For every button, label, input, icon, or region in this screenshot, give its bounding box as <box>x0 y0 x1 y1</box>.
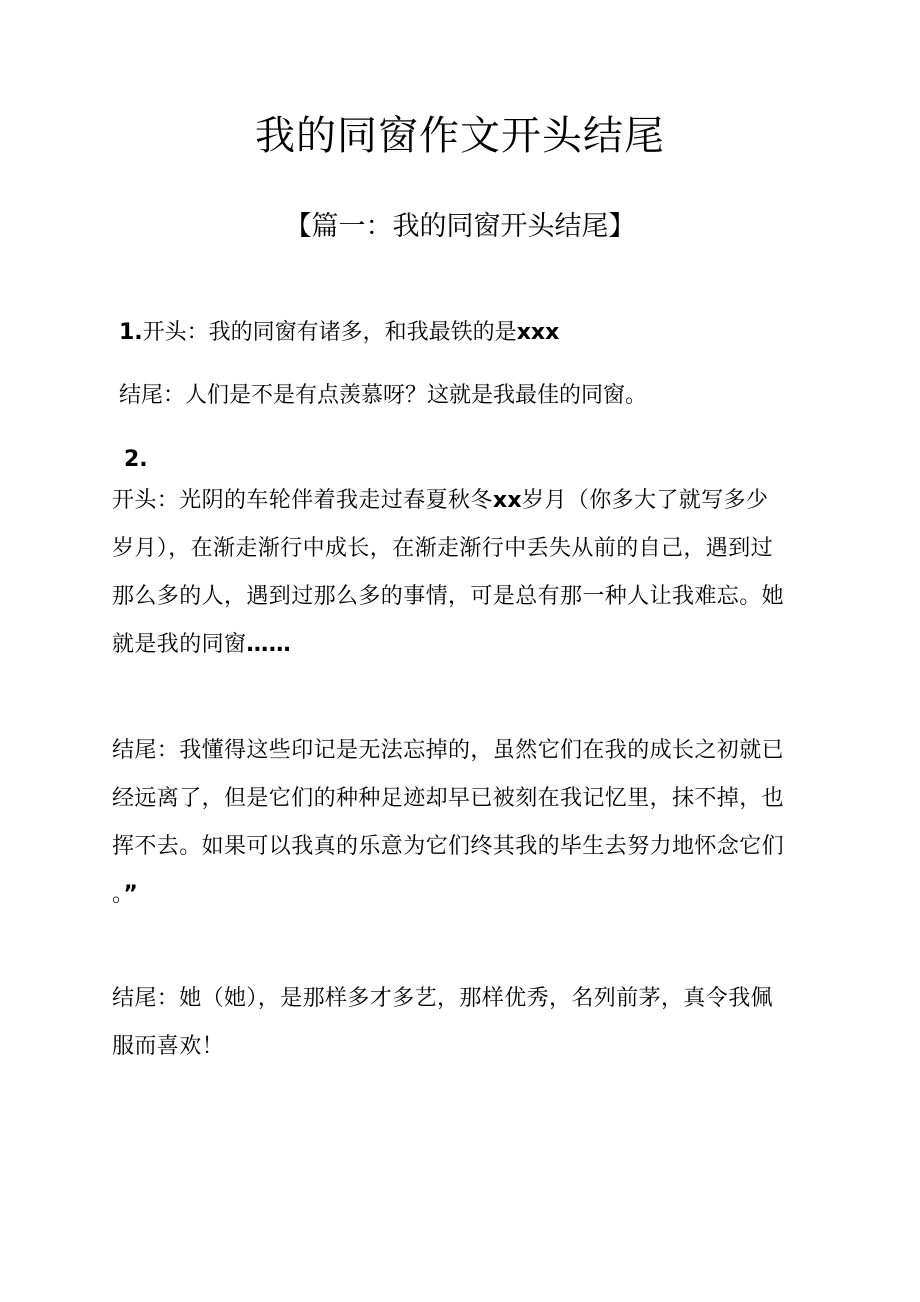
item-number: 1. <box>119 320 143 345</box>
line-emph: ” <box>123 882 139 907</box>
paragraph-line <box>112 871 812 919</box>
line-text: 那么多的人，遇到过那么多的事情，可是总有那一种人让我难忘。她 <box>112 584 785 609</box>
section-heading: 【篇一：我的同窗开头结尾】 <box>284 211 636 242</box>
item2-ending-paragraph <box>112 727 812 919</box>
line-text: 挥不去。如果可以我真的乐意为它们终其我的毕生去努力地怀念它们 <box>112 834 785 859</box>
line-text: 。 <box>112 882 124 907</box>
line-text: 经远离了，但是它们的种种足迹却早已被刻在我记忆里，抹不掉，也 <box>112 786 785 811</box>
line-text: 岁月），在渐走渐行中成长，在渐走渐行中丢失从前的自己，遇到过 <box>112 536 774 561</box>
item1-opening-text: 开头：我的同窗有诸多，和我最铁的是 <box>142 320 517 345</box>
line-emph: …… <box>246 632 292 657</box>
line-text: 服而喜欢！ <box>112 1034 225 1059</box>
item1-ending: 结尾：人们是不是有点羡慕呀？这就是我最佳的同窗。 <box>119 383 648 408</box>
paragraph-line <box>112 823 812 871</box>
item1-opening <box>119 318 559 348</box>
paragraph-line <box>112 1023 812 1071</box>
line-text: 开头：光阴的车轮伴着我走过春夏秋冬 <box>112 488 493 513</box>
paragraph-line <box>112 975 812 1023</box>
paragraph-line <box>112 775 812 823</box>
line-text: 结尾：我懂得这些印记是无法忘掉的，虽然它们在我的成长之初就已 <box>112 738 785 763</box>
document-title: 我的同窗作文开头结尾 <box>255 113 665 159</box>
paragraph-line <box>112 477 812 525</box>
paragraph-line <box>112 621 812 669</box>
line-text: 岁月（你多大了就写多少 <box>522 488 769 513</box>
item-number: 2. <box>124 447 148 472</box>
line-text: 就是我的同窗 <box>112 632 247 657</box>
item2-opening-paragraph <box>112 477 812 669</box>
paragraph-line <box>112 525 812 573</box>
line-text: 结尾：她（她），是那样多才多艺，那样优秀，名列前茅，真令我佩 <box>112 986 774 1011</box>
paragraph-line <box>112 573 812 621</box>
item3-ending-paragraph <box>112 975 812 1071</box>
item1-opening-emph: xxx <box>516 320 560 345</box>
line-emph: xx <box>492 488 522 513</box>
paragraph-line <box>112 727 812 775</box>
